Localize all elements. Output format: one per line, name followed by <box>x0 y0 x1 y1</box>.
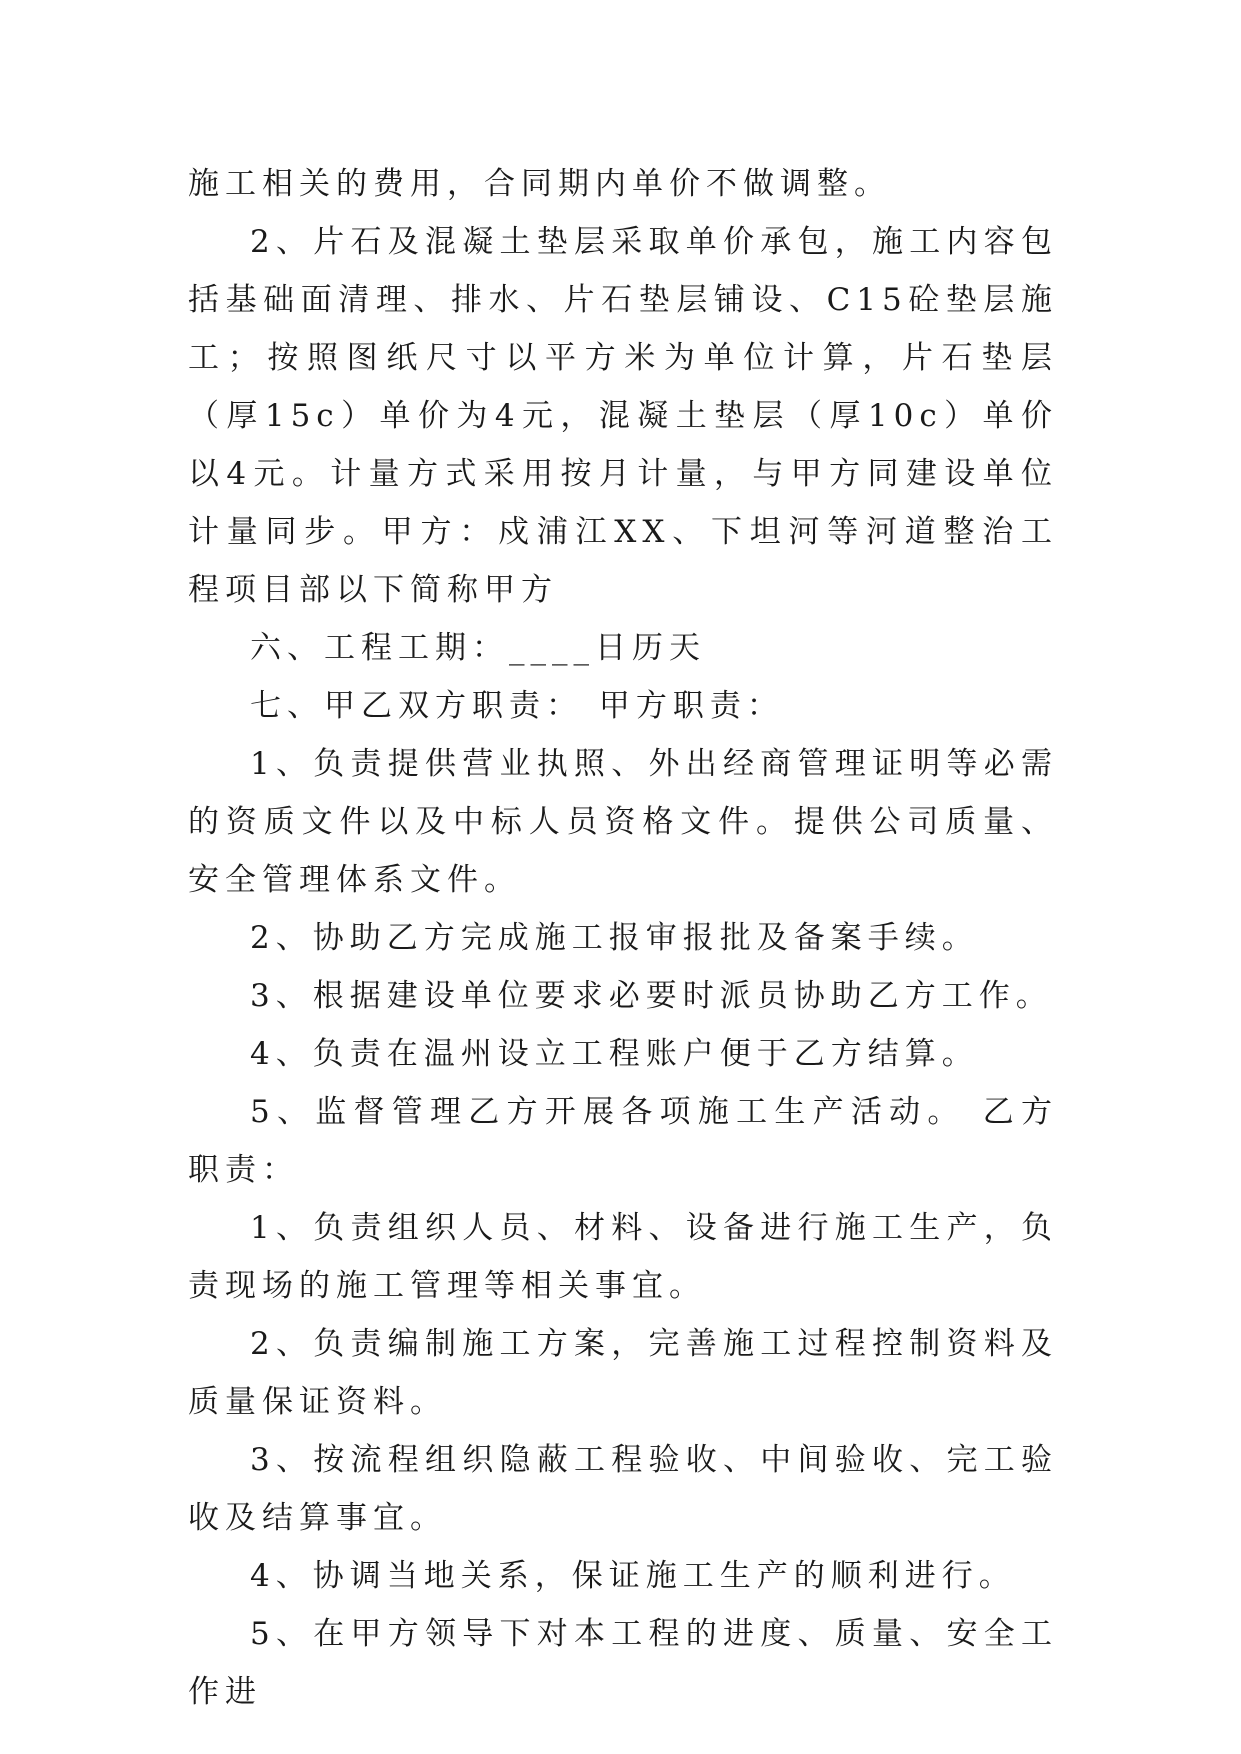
paragraph-6: 3、根据建设单位要求必要时派员协助乙方工作。 <box>250 978 1053 1014</box>
paragraph-12: 4、协调当地关系，保证施工生产的顺利进行。 <box>250 1558 1016 1594</box>
paragraph-7: 4、负责在温州设立工程账户便于乙方结算。 <box>250 1036 979 1072</box>
paragraph-2: 六、工程工期：____日历天 <box>250 630 706 666</box>
paragraph-0: 施工相关的费用，合同期内单价不做调整。 <box>188 166 891 202</box>
paragraph-5: 2、协助乙方完成施工报审报批及备案手续。 <box>250 920 979 956</box>
document-body <box>188 155 1058 1721</box>
paragraph-1: 2、片石及混凝土垫层采取单价承包，施工内容包括基础面清理、排水、片石垫层铺设、C15砼垫层施工；按照图纸尺寸以平方米为单位计算，片石垫层（厚15c）单价为4元，混凝土垫层（厚10c）单价以4元。计量方式采用按月计量，与甲方同建设单位计量同步。甲方：戍浦江XX、下坦河等河道整治工程项目部以下简称甲方 <box>188 224 1058 608</box>
paragraph-13: 5、在甲方领导下对本工程的进度、质量、安全工作进 <box>188 1616 1058 1710</box>
paragraph-8: 5、监督管理乙方开展各项施工生产活动。 乙方职责： <box>188 1094 1058 1188</box>
paragraph-3: 七、甲乙双方职责： 甲方职责： <box>250 688 784 724</box>
paragraph-11: 3、按流程组织隐蔽工程验收、中间验收、完工验收及结算事宜。 <box>188 1442 1058 1536</box>
paragraph-10: 2、负责编制施工方案，完善施工过程控制资料及质量保证资料。 <box>188 1326 1058 1420</box>
paragraph-9: 1、负责组织人员、材料、设备进行施工生产，负责现场的施工管理等相关事宜。 <box>188 1210 1058 1304</box>
paragraph-4: 1、负责提供营业执照、外出经商管理证明等必需的资质文件以及中标人员资格文件。提供公司质量、安全管理体系文件。 <box>188 746 1058 898</box>
